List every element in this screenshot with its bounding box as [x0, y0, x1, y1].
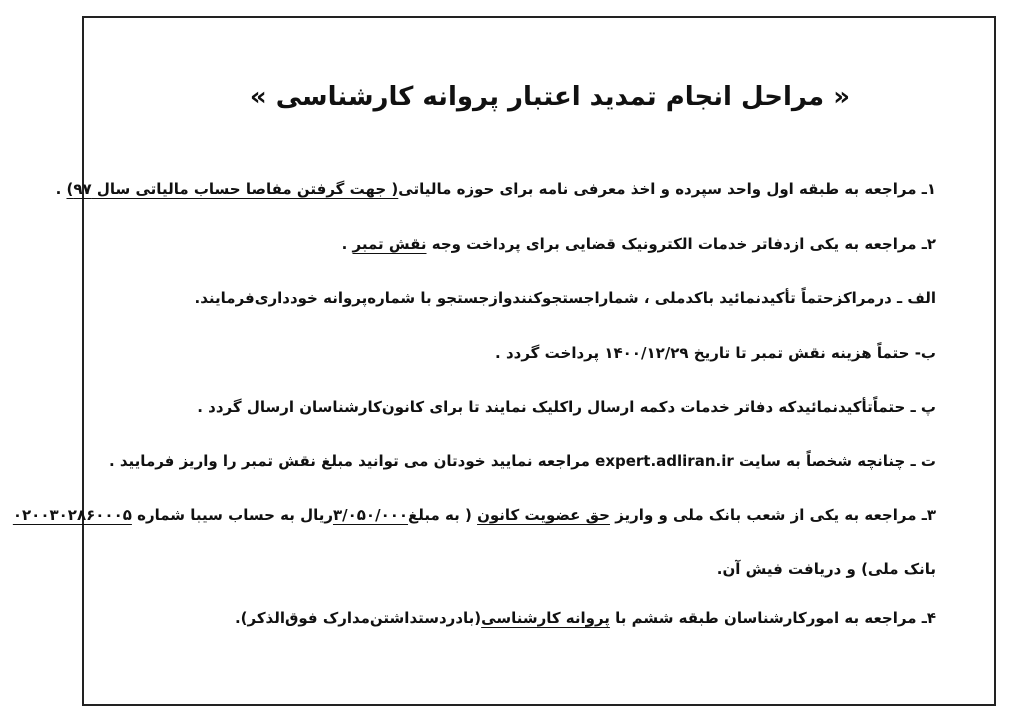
step-4-text: ۴ـ مراجعه به امورکارشناسان طبقه ششم با [609, 609, 936, 627]
step-3-amount-label: ( به مبلغ [408, 506, 478, 524]
note-be: ب- حتماً هزینه نقش تمبر تا تاریخ ۱۴۰۰/۱۲/۲۹ پرداخت گردد . [495, 344, 936, 362]
note-te [109, 452, 936, 470]
step-4 [235, 609, 936, 627]
step-2-underlined: نقش تمبر [352, 235, 427, 253]
step-1-end: . [55, 180, 67, 198]
step-3-account-number: ۰۲۰۰۳۰۲۸۶۰۰۰۵ [12, 506, 132, 524]
step-3-account-label: ریال به حساب سیبا شماره [131, 506, 333, 524]
website-link[interactable]: expert.adliran.ir [595, 452, 734, 470]
page-title: « مراحل انجام تمدید اعتبار پروانه کارشناسی » [249, 82, 850, 112]
note-pe: پ ـ حتماًتأکیدنمائیدکه دفاتر خدمات دکمه ارسال راکلیک نمایند تا برای کانون‌کارشناسان ارسال گردد . [197, 398, 936, 416]
step-4-underlined: پروانه کارشناسی [481, 609, 610, 627]
step-3-line-2: بانک ملی) و دریافت فیش آن. [716, 560, 936, 578]
step-3-text: ۳ـ مراجعه به یکی از شعب بانک ملی و واریز [609, 506, 936, 524]
step-2 [342, 235, 936, 253]
step-3 [13, 506, 936, 524]
step-3-amount: ۳/۰۵۰/۰۰۰ [332, 506, 409, 524]
note-te-text: ت ـ چنانچه شخصاً به سایت [733, 452, 936, 470]
step-4-end: (بادردستداشتن‌مدارک فوق‌الذکر). [234, 609, 482, 627]
step-1-underlined: ( جهت گرفتن مفاصا حساب مالیاتی سال ۹۷) [66, 180, 399, 198]
step-3-fee-label: حق عضویت کانون [477, 506, 610, 524]
step-2-text: ۲ـ مراجعه به یکی ازدفاتر خدمات الکترونیک قضایی برای پرداخت وجه [426, 235, 936, 253]
step-1 [56, 180, 936, 198]
note-te-rest: مراجعه نمایید خودتان می توانید مبلغ نقش تمبر را واریز فرمایید . [108, 452, 596, 470]
step-1-text: ۱ـ مراجعه به طبقه اول واحد سپرده و اخذ معرفی نامه برای حوزه مالیاتی [398, 180, 936, 198]
note-alef: الف ـ درمراکزحتماً تأکیدنمائید باکدملی ، شماراجستجوکنندوازجستجو با شماره‌پروانه خودداری‌فرمایند. [194, 289, 936, 307]
step-2-end: . [341, 235, 353, 253]
